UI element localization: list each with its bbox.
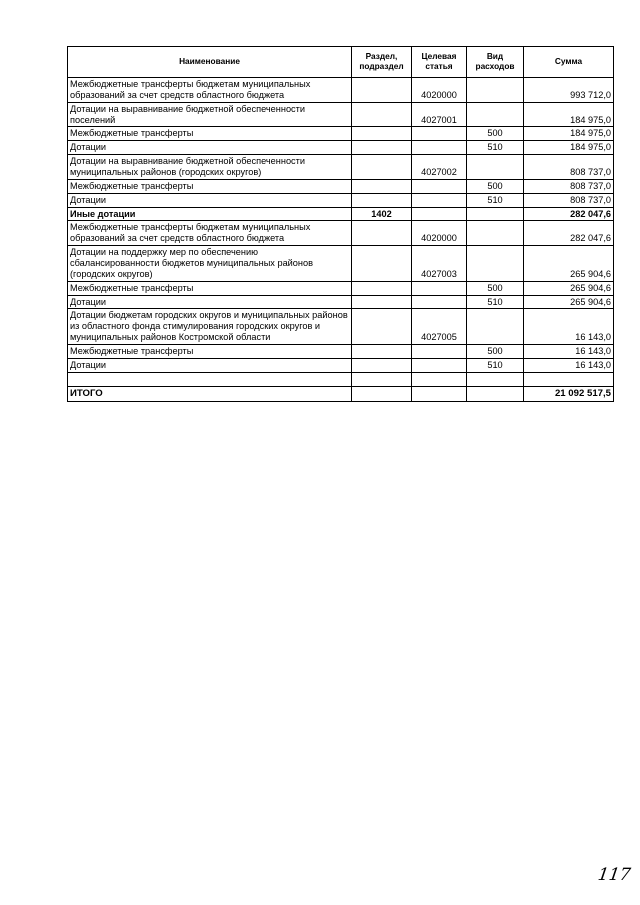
row-amount: 184 975,0 bbox=[524, 127, 614, 141]
row-section bbox=[352, 179, 412, 193]
row-name: Дотации bbox=[68, 193, 352, 207]
header-amount: Сумма bbox=[524, 47, 614, 78]
header-article: Целевая статья bbox=[412, 47, 467, 78]
row-amount: 808 737,0 bbox=[524, 193, 614, 207]
table-header-row bbox=[68, 47, 614, 78]
row-article bbox=[412, 358, 467, 372]
row-name: Межбюджетные трансферты бюджетам муниципальных образований за счет средств областного бюджета bbox=[68, 78, 352, 103]
row-expense-type bbox=[467, 207, 524, 221]
row-article: 4020000 bbox=[412, 221, 467, 246]
table-row bbox=[68, 155, 614, 180]
table-row bbox=[68, 102, 614, 127]
row-section bbox=[352, 345, 412, 359]
row-expense-type: 510 bbox=[467, 193, 524, 207]
row-expense-type bbox=[467, 102, 524, 127]
row-expense-type: 510 bbox=[467, 141, 524, 155]
row-expense-type: 500 bbox=[467, 127, 524, 141]
row-section bbox=[352, 309, 412, 345]
row-name: Дотации bbox=[68, 295, 352, 309]
empty-row bbox=[68, 372, 614, 386]
row-name: Межбюджетные трансферты bbox=[68, 281, 352, 295]
header-name: Наименование bbox=[68, 47, 352, 78]
row-section bbox=[352, 221, 412, 246]
row-section bbox=[352, 358, 412, 372]
row-name: Межбюджетные трансферты bbox=[68, 179, 352, 193]
table-row bbox=[68, 221, 614, 246]
row-expense-type: 500 bbox=[467, 345, 524, 359]
row-article: 4027001 bbox=[412, 102, 467, 127]
table-row bbox=[68, 207, 614, 221]
table-row bbox=[68, 309, 614, 345]
row-name: Дотации на выравнивание бюджетной обеспеченности муниципальных районов (городских округов) bbox=[68, 155, 352, 180]
row-section bbox=[352, 127, 412, 141]
row-article bbox=[412, 141, 467, 155]
page-number: 117 bbox=[596, 865, 632, 885]
row-name: Дотации на поддержку мер по обеспечению сбалансированности бюджетов муниципальных районов (городских округов) bbox=[68, 246, 352, 282]
row-article bbox=[412, 193, 467, 207]
row-expense-type bbox=[467, 221, 524, 246]
row-name: Дотации на выравнивание бюджетной обеспеченности поселений bbox=[68, 102, 352, 127]
row-amount: 808 737,0 bbox=[524, 179, 614, 193]
budget-table bbox=[67, 46, 614, 402]
row-section: 1402 bbox=[352, 207, 412, 221]
row-name: Дотации бюджетам городских округов и муниципальных районов из областного фонда стимулирования городских округов и муниципальных районов Костромской области bbox=[68, 309, 352, 345]
row-section bbox=[352, 246, 412, 282]
table-row bbox=[68, 141, 614, 155]
row-expense-type bbox=[467, 309, 524, 345]
table-row bbox=[68, 246, 614, 282]
row-section bbox=[352, 295, 412, 309]
row-expense-type: 510 bbox=[467, 295, 524, 309]
row-amount: 16 143,0 bbox=[524, 345, 614, 359]
row-amount: 282 047,6 bbox=[524, 207, 614, 221]
row-section bbox=[352, 102, 412, 127]
row-expense-type: 500 bbox=[467, 281, 524, 295]
row-article: 4027005 bbox=[412, 309, 467, 345]
row-name: Иные дотации bbox=[68, 207, 352, 221]
row-amount: 16 143,0 bbox=[524, 309, 614, 345]
total-amount: 21 092 517,5 bbox=[524, 386, 614, 401]
row-section bbox=[352, 281, 412, 295]
row-article bbox=[412, 295, 467, 309]
row-article: 4020000 bbox=[412, 78, 467, 103]
row-article bbox=[412, 179, 467, 193]
table-row bbox=[68, 179, 614, 193]
table-row bbox=[68, 281, 614, 295]
table-row bbox=[68, 78, 614, 103]
row-expense-type bbox=[467, 155, 524, 180]
table-row bbox=[68, 358, 614, 372]
row-amount: 184 975,0 bbox=[524, 141, 614, 155]
total-row bbox=[68, 386, 614, 401]
row-name: Межбюджетные трансферты бюджетам муниципальных образований за счет средств областного бюджета bbox=[68, 221, 352, 246]
row-expense-type: 510 bbox=[467, 358, 524, 372]
row-name: Дотации bbox=[68, 358, 352, 372]
row-section bbox=[352, 193, 412, 207]
row-article bbox=[412, 207, 467, 221]
header-section: Раздел, подраздел bbox=[352, 47, 412, 78]
row-amount: 265 904,6 bbox=[524, 246, 614, 282]
row-amount: 993 712,0 bbox=[524, 78, 614, 103]
table-row bbox=[68, 127, 614, 141]
total-label: ИТОГО bbox=[68, 386, 352, 401]
row-amount: 282 047,6 bbox=[524, 221, 614, 246]
row-expense-type bbox=[467, 78, 524, 103]
table-row bbox=[68, 193, 614, 207]
row-section bbox=[352, 78, 412, 103]
table-body bbox=[68, 78, 614, 373]
row-section bbox=[352, 155, 412, 180]
row-amount: 265 904,6 bbox=[524, 295, 614, 309]
row-amount: 808 737,0 bbox=[524, 155, 614, 180]
row-name: Межбюджетные трансферты bbox=[68, 345, 352, 359]
table-row bbox=[68, 295, 614, 309]
row-name: Межбюджетные трансферты bbox=[68, 127, 352, 141]
row-amount: 184 975,0 bbox=[524, 102, 614, 127]
row-article bbox=[412, 281, 467, 295]
row-article: 4027002 bbox=[412, 155, 467, 180]
row-article bbox=[412, 345, 467, 359]
row-expense-type bbox=[467, 246, 524, 282]
row-section bbox=[352, 141, 412, 155]
row-amount: 16 143,0 bbox=[524, 358, 614, 372]
row-name: Дотации bbox=[68, 141, 352, 155]
header-expense-type: Вид расходов bbox=[467, 47, 524, 78]
row-amount: 265 904,6 bbox=[524, 281, 614, 295]
row-article: 4027003 bbox=[412, 246, 467, 282]
row-article bbox=[412, 127, 467, 141]
table-row bbox=[68, 345, 614, 359]
row-expense-type: 500 bbox=[467, 179, 524, 193]
